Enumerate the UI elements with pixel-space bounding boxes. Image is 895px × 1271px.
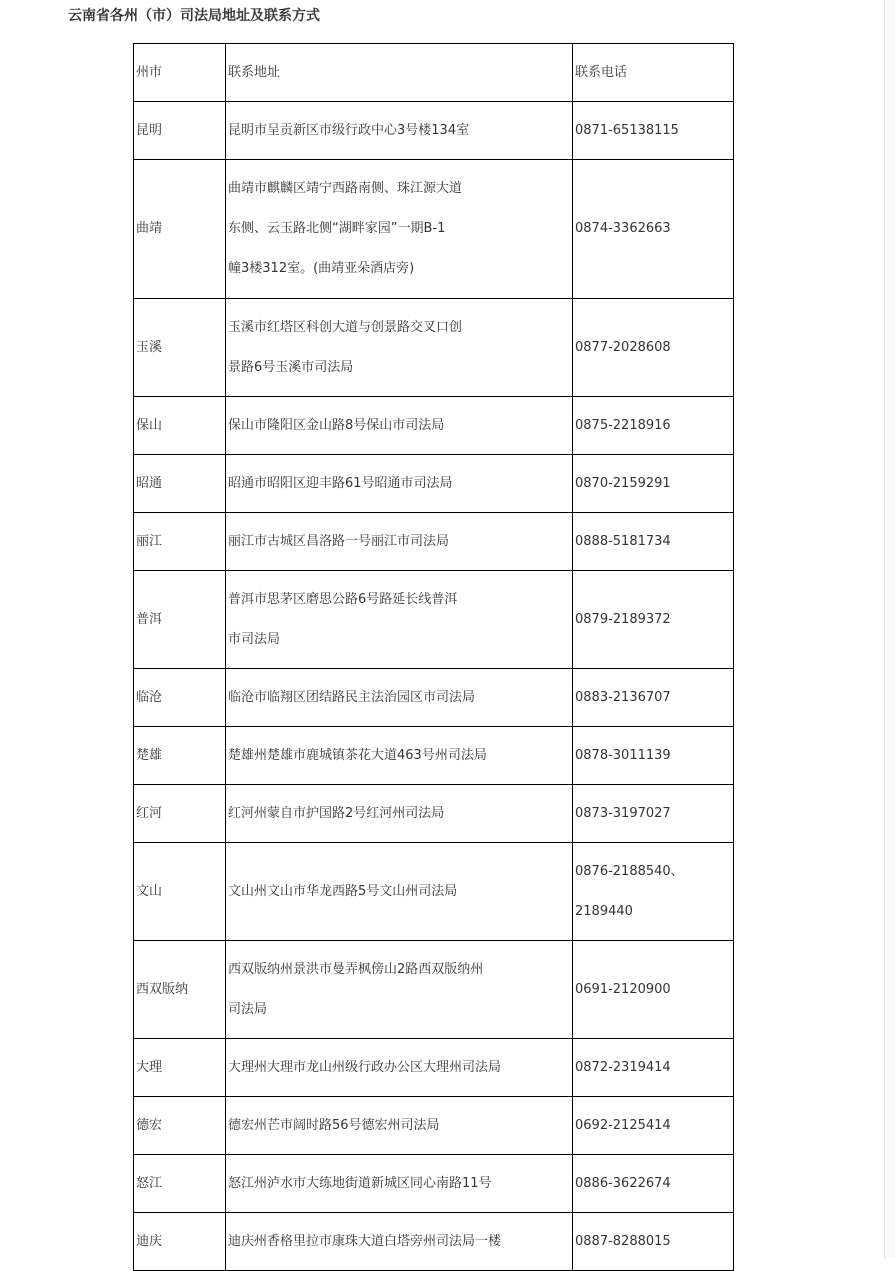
phone-line: 0875-2218916 (575, 417, 671, 433)
cell-address (226, 513, 573, 571)
cell-address (226, 669, 573, 727)
address-line: 景路6号玉溪市司法局 (228, 359, 354, 375)
phone-line: 0886-3622674 (575, 1175, 671, 1191)
phone-line: 0879-2189372 (575, 611, 671, 627)
address-line: 曲靖市麒麟区靖宁西路南侧、珠江源大道 (228, 181, 463, 196)
table-row (134, 941, 734, 1039)
address-line: 德宏州芒市阔时路56号德宏州司法局 (228, 1117, 440, 1133)
cell-phone (573, 1213, 734, 1271)
cell-city: 玉溪 (134, 299, 226, 397)
cell-phone (573, 1039, 734, 1097)
address-line: 迪庆州香格里拉市康珠大道白塔旁州司法局一楼 (228, 1233, 502, 1249)
phone-line: 0874-3362663 (575, 221, 671, 236)
address-line: 普洱市思茅区磨思公路6号路延长线普洱 (228, 591, 458, 607)
address-line: 丽江市古城区昌洛路一号丽江市司法局 (228, 533, 450, 549)
cell-city: 大理 (134, 1039, 226, 1097)
cell-city: 保山 (134, 397, 226, 455)
table-row (134, 455, 734, 513)
cell-city: 红河 (134, 785, 226, 843)
table-row (134, 785, 734, 843)
cell-address (226, 941, 573, 1039)
table-row (134, 843, 734, 941)
cell-phone (573, 669, 734, 727)
phone-line: 0872-2319414 (575, 1059, 671, 1075)
cell-address (226, 397, 573, 455)
table-header-row (134, 44, 734, 102)
table-row (134, 513, 734, 571)
table-row (134, 1039, 734, 1097)
cell-phone (573, 513, 734, 571)
phone-line: 0888-5181734 (575, 533, 671, 549)
phone-line: 0692-2125414 (575, 1117, 671, 1133)
phone-line: 2189440 (575, 903, 633, 919)
table-row (134, 1213, 734, 1271)
address-line: 幢3楼312室。(曲靖亚朵酒店旁) (228, 261, 415, 276)
cell-address (226, 571, 573, 669)
address-line: 怒江州泸水市大练地街道新城区同心南路11号 (228, 1175, 492, 1191)
table-row (134, 397, 734, 455)
address-line: 楚雄州楚雄市鹿城镇茶花大道463号州司法局 (228, 747, 487, 763)
address-line: 大理州大理市龙山州级行政办公区大理州司法局 (228, 1059, 502, 1075)
address-line: 昆明市呈贡新区市级行政中心3号楼134室 (228, 122, 470, 138)
address-line: 文山州文山市华龙西路5号文山州司法局 (228, 883, 458, 899)
phone-line: 0871-65138115 (575, 122, 679, 138)
cell-address (226, 843, 573, 941)
cell-city: 昆明 (134, 102, 226, 160)
address-line: 昭通市昭阳区迎丰路61号昭通市司法局 (228, 475, 453, 491)
cell-address (226, 1155, 573, 1213)
cell-address (226, 160, 573, 299)
contacts-table (133, 43, 734, 1271)
cell-phone (573, 843, 734, 941)
cell-city: 迪庆 (134, 1213, 226, 1271)
cell-phone (573, 160, 734, 299)
phone-line: 0883-2136707 (575, 689, 671, 705)
cell-phone (573, 1155, 734, 1213)
cell-city: 文山 (134, 843, 226, 941)
table-row (134, 727, 734, 785)
table-row (134, 299, 734, 397)
cell-city: 怒江 (134, 1155, 226, 1213)
page-title: 云南省各州（市）司法局地址及联系方式 (68, 8, 320, 24)
address-line: 东侧、云玉路北侧“湖畔家园”一期B-1 (228, 221, 446, 236)
cell-phone (573, 1097, 734, 1155)
table-row (134, 1155, 734, 1213)
cell-phone (573, 941, 734, 1039)
cell-city: 曲靖 (134, 160, 226, 299)
cell-address (226, 785, 573, 843)
cell-city: 西双版纳 (134, 941, 226, 1039)
cell-city: 普洱 (134, 571, 226, 669)
phone-line: 0873-3197027 (575, 805, 671, 821)
cell-address (226, 1213, 573, 1271)
address-line: 临沧市临翔区团结路民主法治园区市司法局 (228, 689, 476, 705)
cell-address (226, 299, 573, 397)
table-row (134, 1097, 734, 1155)
address-line: 西双版纳州景洪市曼弄枫傍山2路西双版纳州 (228, 961, 484, 977)
address-line: 玉溪市红塔区科创大道与创景路交叉口创 (228, 319, 463, 335)
cell-phone (573, 571, 734, 669)
header-address: 联系地址 (226, 44, 573, 102)
cell-city: 昭通 (134, 455, 226, 513)
address-line: 保山市隆阳区金山路8号保山市司法局 (228, 417, 445, 433)
cell-phone (573, 455, 734, 513)
phone-line: 0878-3011139 (575, 747, 671, 763)
cell-address (226, 455, 573, 513)
cell-phone (573, 299, 734, 397)
cell-address (226, 727, 573, 785)
table-row (134, 571, 734, 669)
page-edge-divider (884, 0, 895, 1259)
cell-address (226, 1097, 573, 1155)
table-row (134, 669, 734, 727)
address-line: 红河州蒙自市护国路2号红河州司法局 (228, 805, 445, 821)
cell-city: 楚雄 (134, 727, 226, 785)
cell-address (226, 102, 573, 160)
cell-city: 德宏 (134, 1097, 226, 1155)
cell-phone (573, 102, 734, 160)
phone-line: 0876-2188540、 (575, 863, 684, 879)
cell-city: 临沧 (134, 669, 226, 727)
header-city: 州市 (134, 44, 226, 102)
cell-city: 丽江 (134, 513, 226, 571)
table-row (134, 160, 734, 299)
cell-address (226, 1039, 573, 1097)
cell-phone (573, 785, 734, 843)
header-phone: 联系电话 (573, 44, 734, 102)
phone-line: 0887-8288015 (575, 1233, 671, 1249)
cell-phone (573, 727, 734, 785)
address-line: 司法局 (228, 1001, 268, 1017)
phone-line: 0877-2028608 (575, 339, 671, 355)
phone-line: 0691-2120900 (575, 981, 671, 997)
phone-line: 0870-2159291 (575, 475, 671, 491)
cell-phone (573, 397, 734, 455)
table-row (134, 102, 734, 160)
address-line: 市司法局 (228, 631, 281, 647)
